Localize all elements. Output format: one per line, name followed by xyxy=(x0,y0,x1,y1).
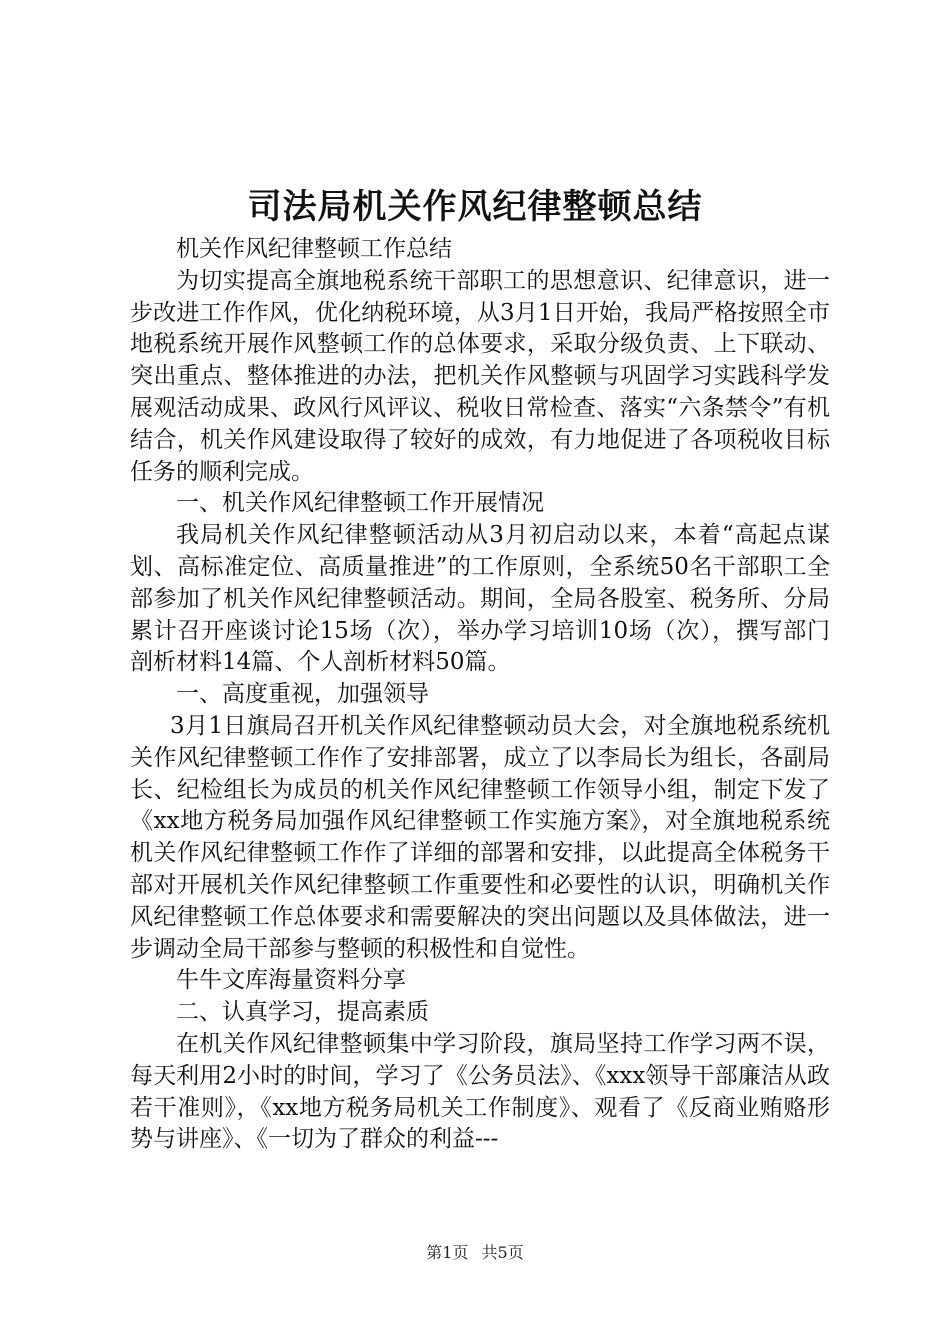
page-number: 第1页 xyxy=(426,1243,469,1262)
page-footer xyxy=(0,1243,950,1263)
subtitle-paragraph: 机关作风纪律整顿工作总结 xyxy=(176,236,452,262)
intro-paragraph: 为切实提高全旗地税系统干部职工的思想意识、纪律意识，进一步改进工作作风，优化纳税环境，从3月1日开始，我局严格按照全市地税系统开展作风整顿工作的总体要求，采取分级负责、上下联动、突出重点、整体推进的办法，把机关作风整顿与巩固学习实践科学发展观活动成果、政风行风评议、税收日常检查、落实“六条禁令”有机结合，机关作风建设取得了较好的成效，有力地促进了各项税收目标任务的顺利完成。 xyxy=(130,267,830,485)
watermark-line: 牛牛文库海量资料分享 xyxy=(176,967,406,994)
body-paragraph: 3月1日旗局召开机关作风纪律整顿动员大会，对全旗地税系统机关作风纪律整顿工作作了安排部署，成立了以李局长为组长，各副局长、纪检组长为成员的机关作风纪律整顿工作领导小组，制定下发了《xx地方税务局加强作风纪律整顿工作实施方案》，对全旗地税系统机关作风纪律整顿工作作了详细的部署和安排，以此提高全体税务干部对开展机关作风纪律整顿工作重要性和必要性的认识，明确机关作风纪律整顿工作总体要求和需要解决的突出问题以及具体做法，进一步调动全局干部参与整顿的积极性和自觉性。 xyxy=(130,712,830,962)
body-paragraph: 在机关作风纪律整顿集中学习阶段，旗局坚持工作学习两不误，每天利用2小时的时间，学习了《公务员法》、《xxx领导干部廉洁从政若干准则》，《xx地方税务局机关工作制度》、观看了《反商业贿赂形势与讲座》、《一切为了群众的利益--- xyxy=(130,1030,830,1153)
section-heading: 一、机关作风纪律整顿工作开展情况 xyxy=(176,490,544,517)
section-heading: 二、认真学习，提高素质 xyxy=(176,999,429,1026)
section-heading: 一、高度重视，加强领导 xyxy=(176,681,429,708)
body-paragraph: 我局机关作风纪律整顿活动从3月初启动以来，本着“高起点谋划、高标准定位、高质量推进”的工作原则，全系统50名干部职工全部参加了机关作风纪律整顿活动。期间，全局各股室、税务所、分局累计召开座谈讨论15场（次），举办学习培训10场（次），撰写部门剖析材料14篇、个人剖析材料50篇。 xyxy=(130,522,830,676)
document-title: 司法局机关作风纪律整顿总结 xyxy=(247,187,703,227)
page-total: 共5页 xyxy=(481,1243,524,1262)
document-body xyxy=(130,234,830,1156)
